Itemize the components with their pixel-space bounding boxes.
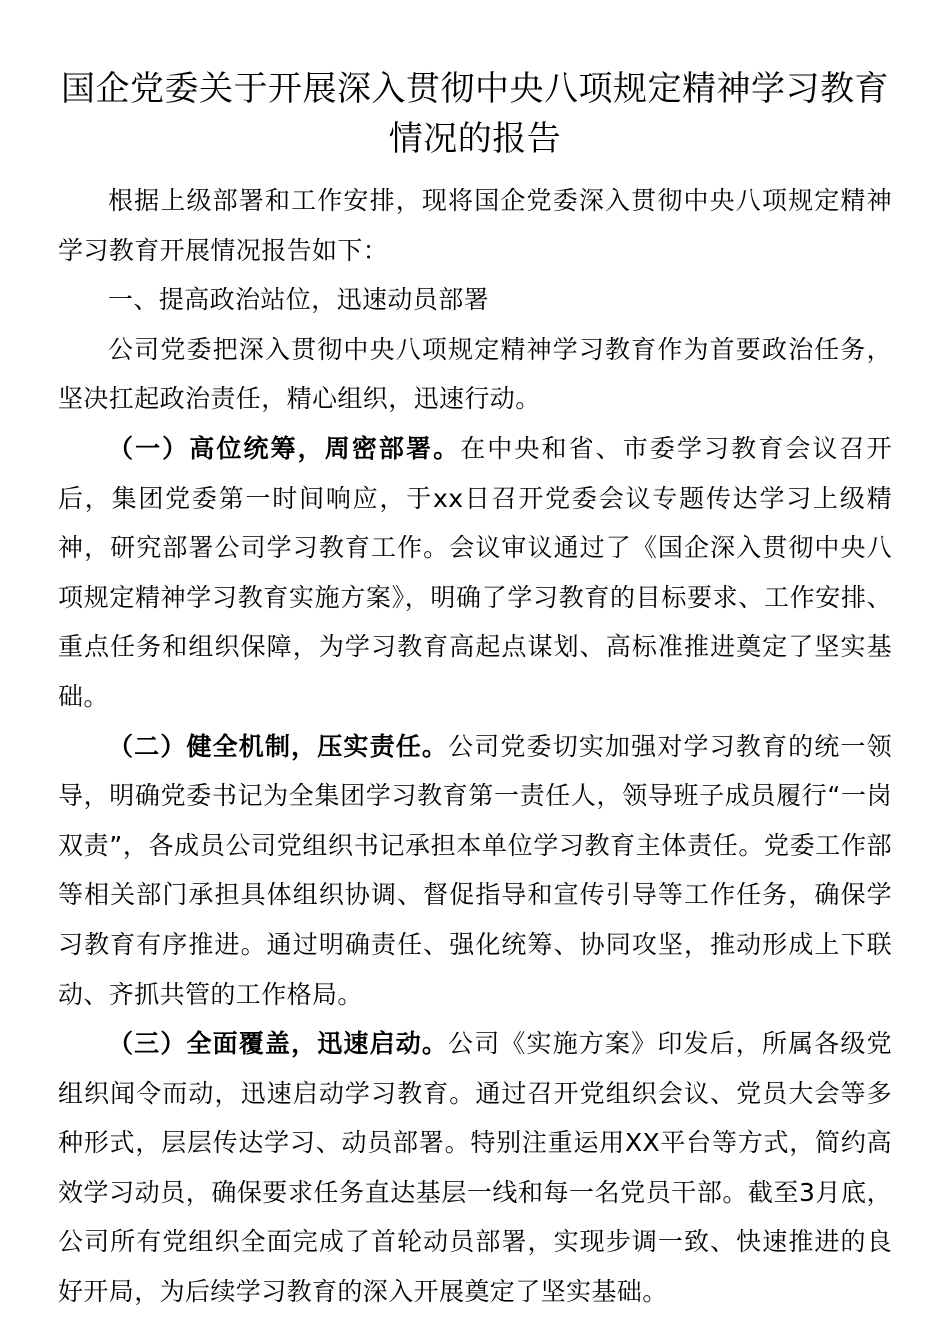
document-body bbox=[58, 176, 892, 1317]
item1-paragraph bbox=[58, 424, 892, 722]
item3-lead: （三）全面覆盖，迅速启动。 bbox=[108, 1029, 449, 1059]
section1-heading: 一、提高政治站位，迅速动员部署 bbox=[108, 285, 490, 315]
document-title: 国企党委关于开展深入贯彻中央八项规定精神学习教育情况的报告 bbox=[61, 69, 889, 159]
document-page bbox=[58, 64, 892, 1317]
item1-text: 在中央和省、市委学习教育会议召开后，集团党委第一时间响应，于xx日召开党委会议专题传达学习上级精神，研究部署公司学习教育工作。会议审议通过了《国企深入贯彻中央八项规定精神学习教育实施方案》，明确了学习教育的目标要求、工作安排、重点任务和组织保障，为学习教育高起点谋划、高标准推进奠定了坚实基础。 bbox=[58, 433, 893, 711]
section1-intro-paragraph: 公司党委把深入贯彻中央八项规定精神学习教育作为首要政治任务，坚决扛起政治责任，精心组织，迅速行动。 bbox=[58, 334, 892, 414]
item1-lead: （一）高位统筹，周密部署。 bbox=[108, 433, 461, 463]
item3-paragraph bbox=[58, 1019, 892, 1317]
item2-lead: （二）健全机制，压实责任。 bbox=[108, 731, 449, 761]
item2-paragraph bbox=[58, 722, 892, 1020]
item2-text: 公司党委切实加强对学习教育的统一领导，明确党委书记为全集团学习教育第一责任人，领导班子成员履行“一岗双责”，各成员公司党组织书记承担本单位学习教育主体责任。党委工作部等相关部门承担具体组织协调、督促指导和宣传引导等工作任务，确保学习教育有序推进。通过明确责任、强化统筹、协同攻坚，推动形成上下联动、齐抓共管的工作格局。 bbox=[58, 731, 892, 1009]
item3-text: 公司《实施方案》印发后，所属各级党组织闻令而动，迅速启动学习教育。通过召开党组织会议、党员大会等多种形式，层层传达学习、动员部署。特别注重运用XX平台等方式，简约高效学习动员，确保要求任务直达基层一线和每一名党员干部。截至3月底，公司所有党组织全面完成了首轮动员部署，实现步调一致、快速推进的良好开局，为后续学习教育的深入开展奠定了坚实基础。 bbox=[58, 1029, 892, 1307]
intro-paragraph: 根据上级部署和工作安排，现将国企党委深入贯彻中央八项规定精神学习教育开展情况报告如下： bbox=[58, 186, 892, 265]
